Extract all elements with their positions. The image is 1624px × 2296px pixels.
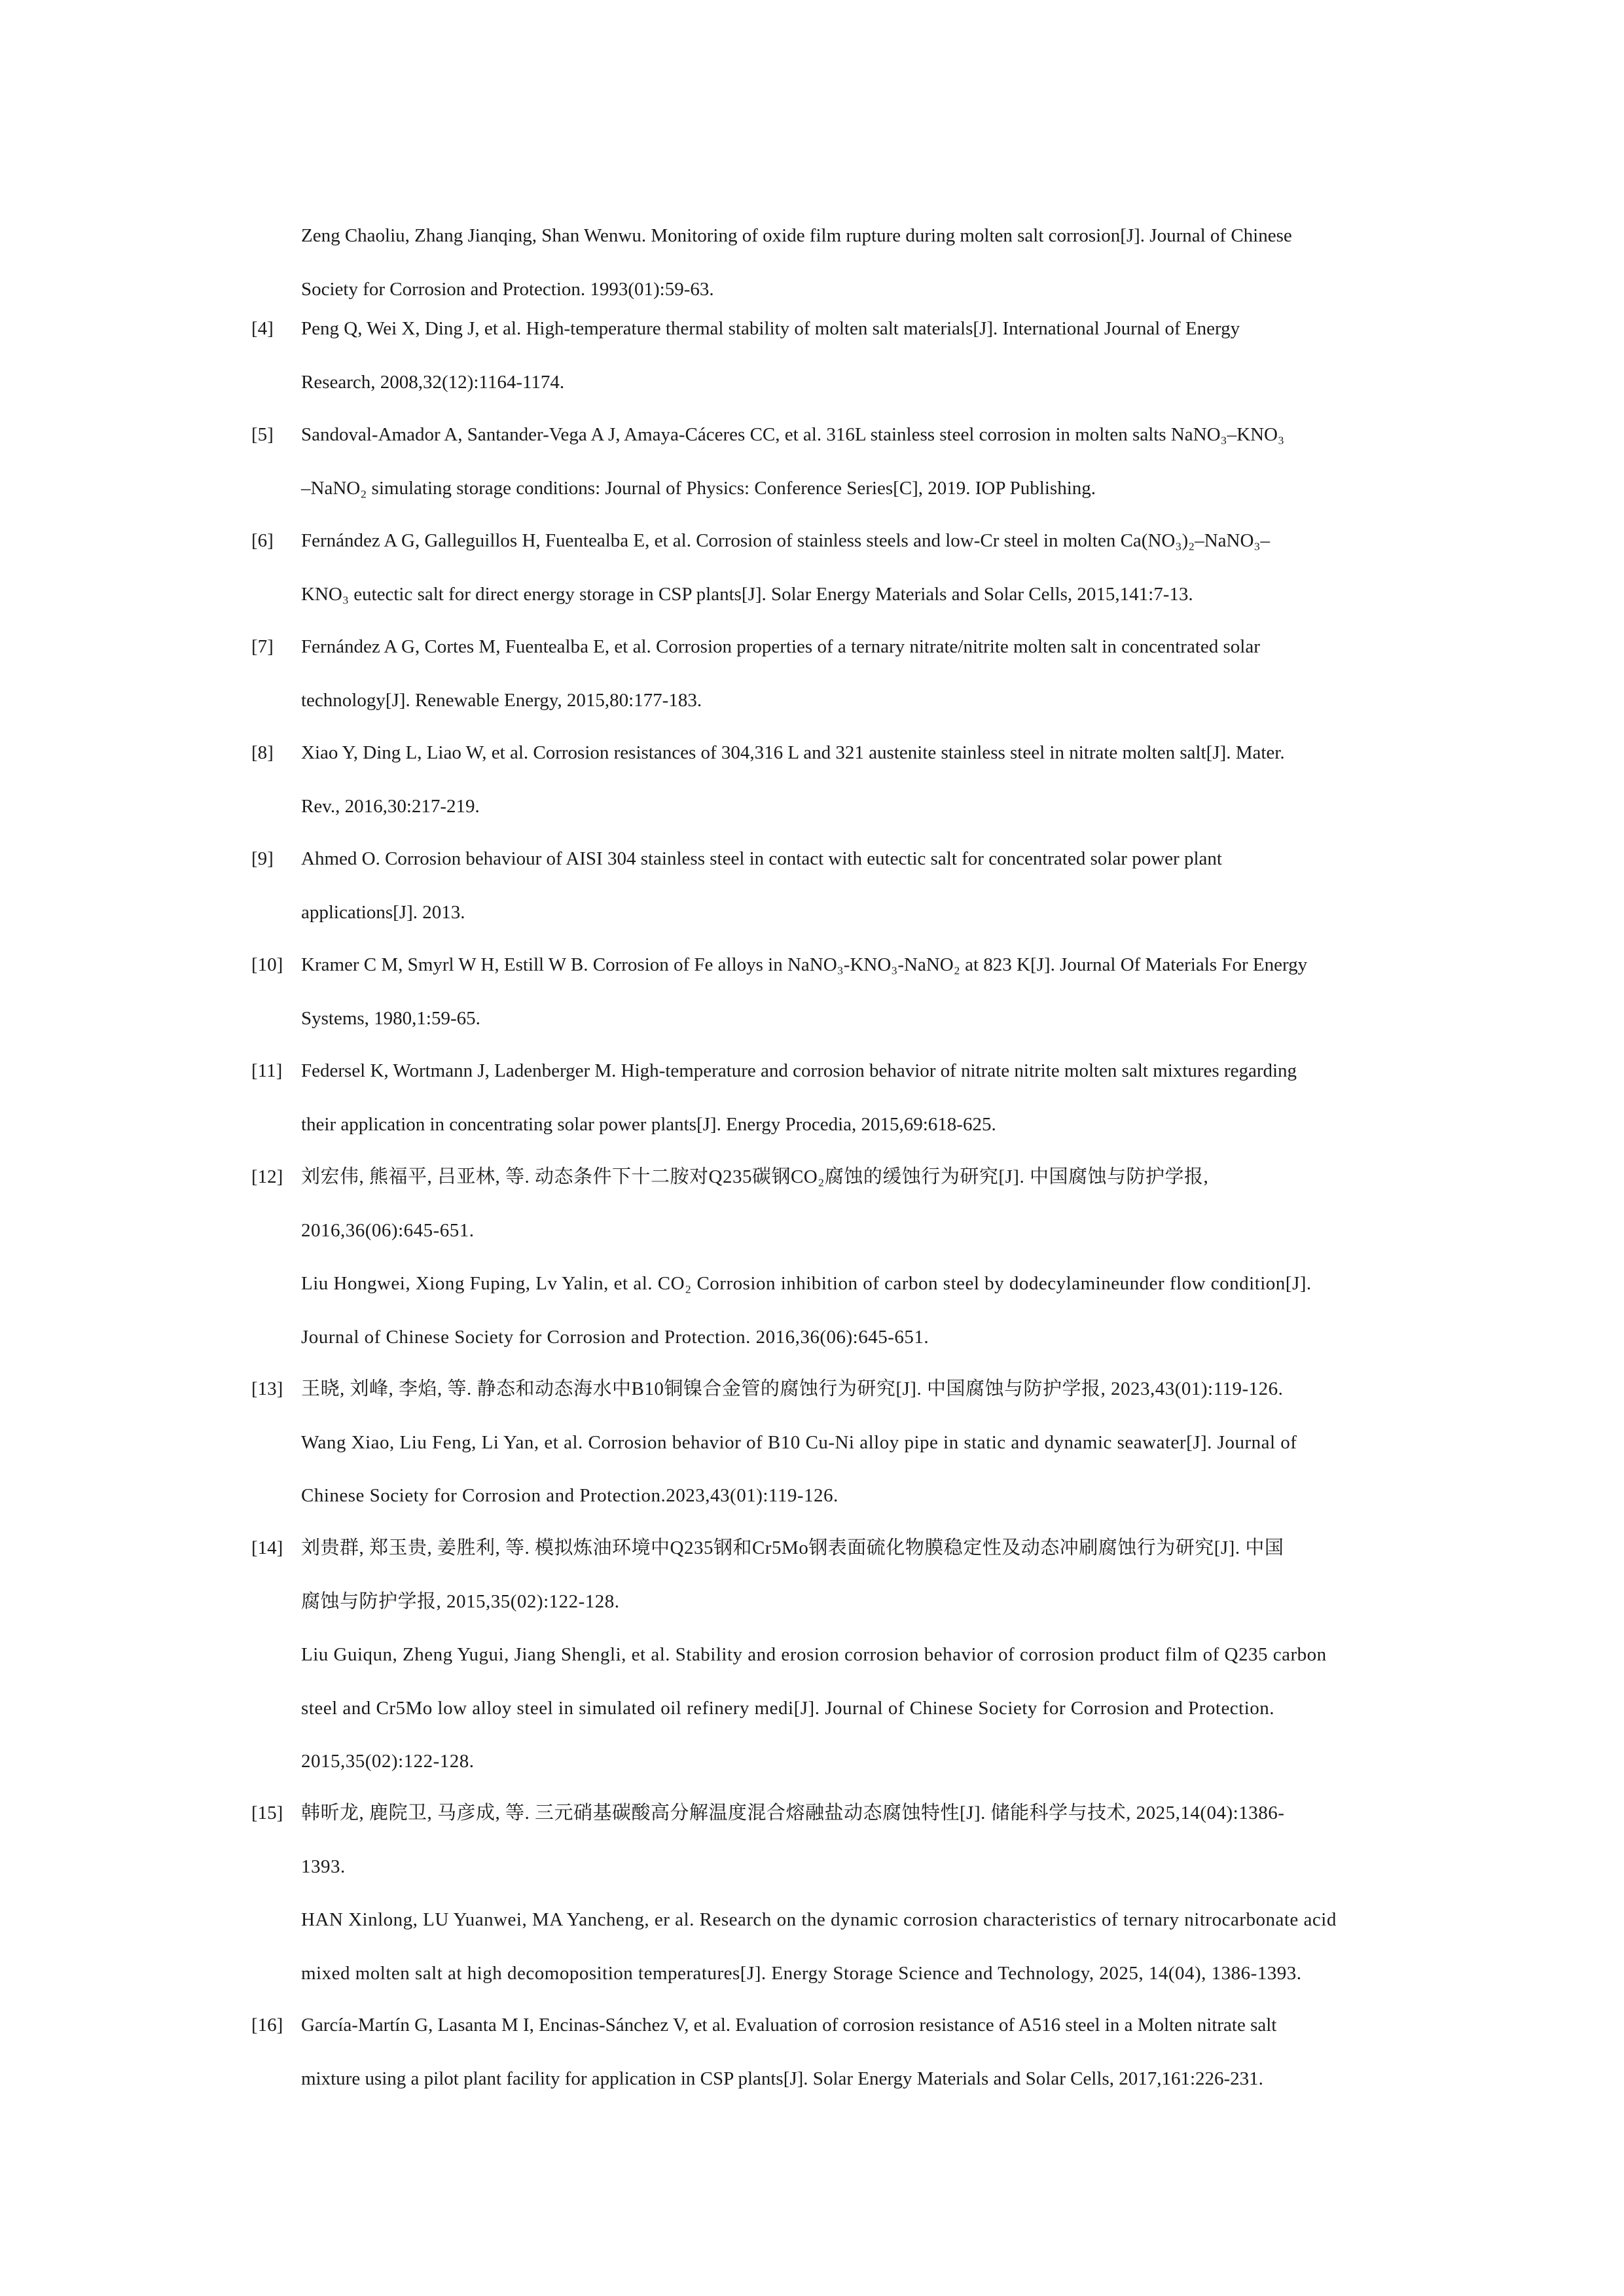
reference-line: Zeng Chaoliu, Zhang Jianqing, Shan Wenwu. Monitoring of oxide film rupture during molten salt corrosion[J]. Journal of Chinese (301, 225, 1292, 246)
reference-text (301, 1787, 1368, 2000)
reference-line: Society for Corrosion and Protection. 1993(01):59-63. (301, 278, 714, 300)
reference-text (301, 833, 1368, 939)
reference-line: mixture using a pilot plant facility for application in CSP plants[J]. Solar Energy Materials and Solar Cells, 2017,161:226-231. (301, 2068, 1263, 2089)
reference-line: Sandoval-Amador A, Santander-Vega A J, Amaya-Cáceres CC, et al. 316L stainless steel corrosion in molten salts NaNO₃–KNO₃ (301, 424, 1285, 445)
reference-line: García-Martín G, Lasanta M I, Encinas-Sánchez V, et al. Evaluation of corrosion resistance of A516 steel in a Molten nitrate salt (301, 2015, 1277, 2036)
reference-line: Systems, 1980,1:59-65. (301, 1007, 480, 1029)
reference-line: 腐蚀与防护学报, 2015,35(02):122-128. (301, 1590, 620, 1612)
reference-number: [12] (251, 1166, 283, 1187)
reference-text (301, 726, 1368, 833)
reference-line: 刘宏伟, 熊福平, 吕亚林, 等. 动态条件下十二胺对Q235碳钢CO₂腐蚀的缓蚀行为研究[J]. 中国腐蚀与防护学报, (301, 1166, 1209, 1187)
reference-number: [9] (251, 848, 274, 869)
reference-line: 1393. (301, 1856, 346, 1877)
reference-line: their application in concentrating solar power plants[J]. Energy Procedia, 2015,69:618-625. (301, 1113, 996, 1135)
reference-line: Federsel K, Wortmann J, Ladenberger M. High-temperature and corrosion behavior of nitrate nitrite molten salt mixtures regarding (301, 1060, 1297, 1081)
reference-text (301, 1522, 1368, 1789)
reference-number: [15] (251, 1803, 283, 1823)
reference-line: –NaNO₂ simulating storage conditions: Journal of Physics: Conference Series[C], 2019. IOP Publishing. (301, 477, 1096, 499)
reference-line: KNO₃ eutectic salt for direct energy storage in CSP plants[J]. Solar Energy Materials and Solar Cells, 2015,141:7-13. (301, 583, 1193, 605)
reference-text (301, 939, 1368, 1045)
reference-text (301, 302, 1368, 409)
reference-text (301, 620, 1368, 727)
reference-line: Research, 2008,32(12):1164-1174. (301, 371, 565, 393)
reference-text (301, 408, 1368, 515)
reference-text (301, 1363, 1368, 1523)
reference-line: Fernández A G, Cortes M, Fuentealba E, et al. Corrosion properties of a ternary nitrate/nitrite molten salt in concentrated solar (301, 636, 1260, 657)
reference-line: 2015,35(02):122-128. (301, 1751, 475, 1772)
reference-number: [13] (251, 1378, 283, 1399)
reference-line: 刘贵群, 郑玉贵, 姜胜利, 等. 模拟炼油环境中Q235钢和Cr5Mo钢表面硫化物膜稳定性及动态冲刷腐蚀行为研究[J]. 中国 (301, 1537, 1284, 1558)
reference-number: [5] (251, 424, 274, 445)
reference-number: [6] (251, 530, 274, 551)
reference-line: Wang Xiao, Liu Feng, Li Yan, et al. Corrosion behavior of B10 Cu-Ni alloy pipe in static and dynamic seawater[J]. Journal of (301, 1431, 1297, 1453)
reference-line: steel and Cr5Mo low alloy steel in simulated oil refinery medi[J]. Journal of Chinese Society for Corrosion and Protection. (301, 1697, 1275, 1719)
reference-line: Liu Guiqun, Zheng Yugui, Jiang Shengli, et al. Stability and erosion corrosion behavior of corrosion product film of Q235 carbon (301, 1644, 1327, 1665)
reference-text (301, 1045, 1368, 1151)
reference-line: Kramer C M, Smyrl W H, Estill W B. Corrosion of Fe alloys in NaNO₃-KNO₃-NaNO₂ at 823 K[J]. Journal Of Materials For Energy (301, 954, 1308, 975)
reference-line: Xiao Y, Ding L, Liao W, et al. Corrosion resistances of 304,316 L and 321 austenite stainless steel in nitrate molten salt[J]. Mater. (301, 742, 1285, 763)
reference-number: [10] (251, 954, 283, 975)
reference-line: 2016,36(06):645-651. (301, 1219, 475, 1241)
reference-line: Rev., 2016,30:217-219. (301, 795, 480, 817)
reference-line: Peng Q, Wei X, Ding J, et al. High‐temperature thermal stability of molten salt materials[J]. International Journal of Energy (301, 318, 1240, 339)
reference-line: mixed molten salt at high decomoposition temperatures[J]. Energy Storage Science and Technology, 2025, 14(04), 1386-1393. (301, 1962, 1302, 1984)
reference-line: Liu Hongwei, Xiong Fuping, Lv Yalin, et al. CO₂ Corrosion inhibition of carbon steel by dodecylamineunder flow condition[J]. (301, 1273, 1312, 1294)
reference-line: Journal of Chinese Society for Corrosion and Protection. 2016,36(06):645-651. (301, 1326, 929, 1348)
reference-number: [14] (251, 1537, 283, 1558)
reference-text (301, 209, 1368, 316)
reference-line: Chinese Society for Corrosion and Protection.2023,43(01):119-126. (301, 1485, 839, 1506)
reference-line: 王晓, 刘峰, 李焰, 等. 静态和动态海水中B10铜镍合金管的腐蚀行为研究[J]. 中国腐蚀与防护学报, 2023,43(01):119-126. (301, 1378, 1284, 1399)
reference-line: 韩昕龙, 鹿院卫, 马彦成, 等. 三元硝基碳酸高分解温度混合熔融盐动态腐蚀特性[J]. 储能科学与技术, 2025,14(04):1386- (301, 1803, 1285, 1823)
reference-number: [7] (251, 636, 274, 657)
reference-line: HAN Xinlong, LU Yuanwei, MA Yancheng, er al. Research on the dynamic corrosion characteristics of ternary nitrocarbonate acid (301, 1909, 1337, 1930)
reference-text (301, 514, 1368, 621)
reference-number: [16] (251, 2015, 283, 2036)
reference-line: technology[J]. Renewable Energy, 2015,80:177-183. (301, 689, 702, 711)
reference-line: Fernández A G, Galleguillos H, Fuentealba E, et al. Corrosion of stainless steels and low-Cr steel in molten Ca(NO₃)₂–NaNO₃– (301, 530, 1271, 551)
reference-text (301, 1151, 1368, 1364)
reference-number: [11] (251, 1060, 283, 1081)
reference-line: applications[J]. 2013. (301, 901, 465, 923)
reference-line: Ahmed O. Corrosion behaviour of AISI 304 stainless steel in contact with eutectic salt for concentrated solar power plant (301, 848, 1222, 869)
reference-number: [4] (251, 318, 274, 339)
reference-number: [8] (251, 742, 274, 763)
reference-text (301, 1999, 1368, 2106)
